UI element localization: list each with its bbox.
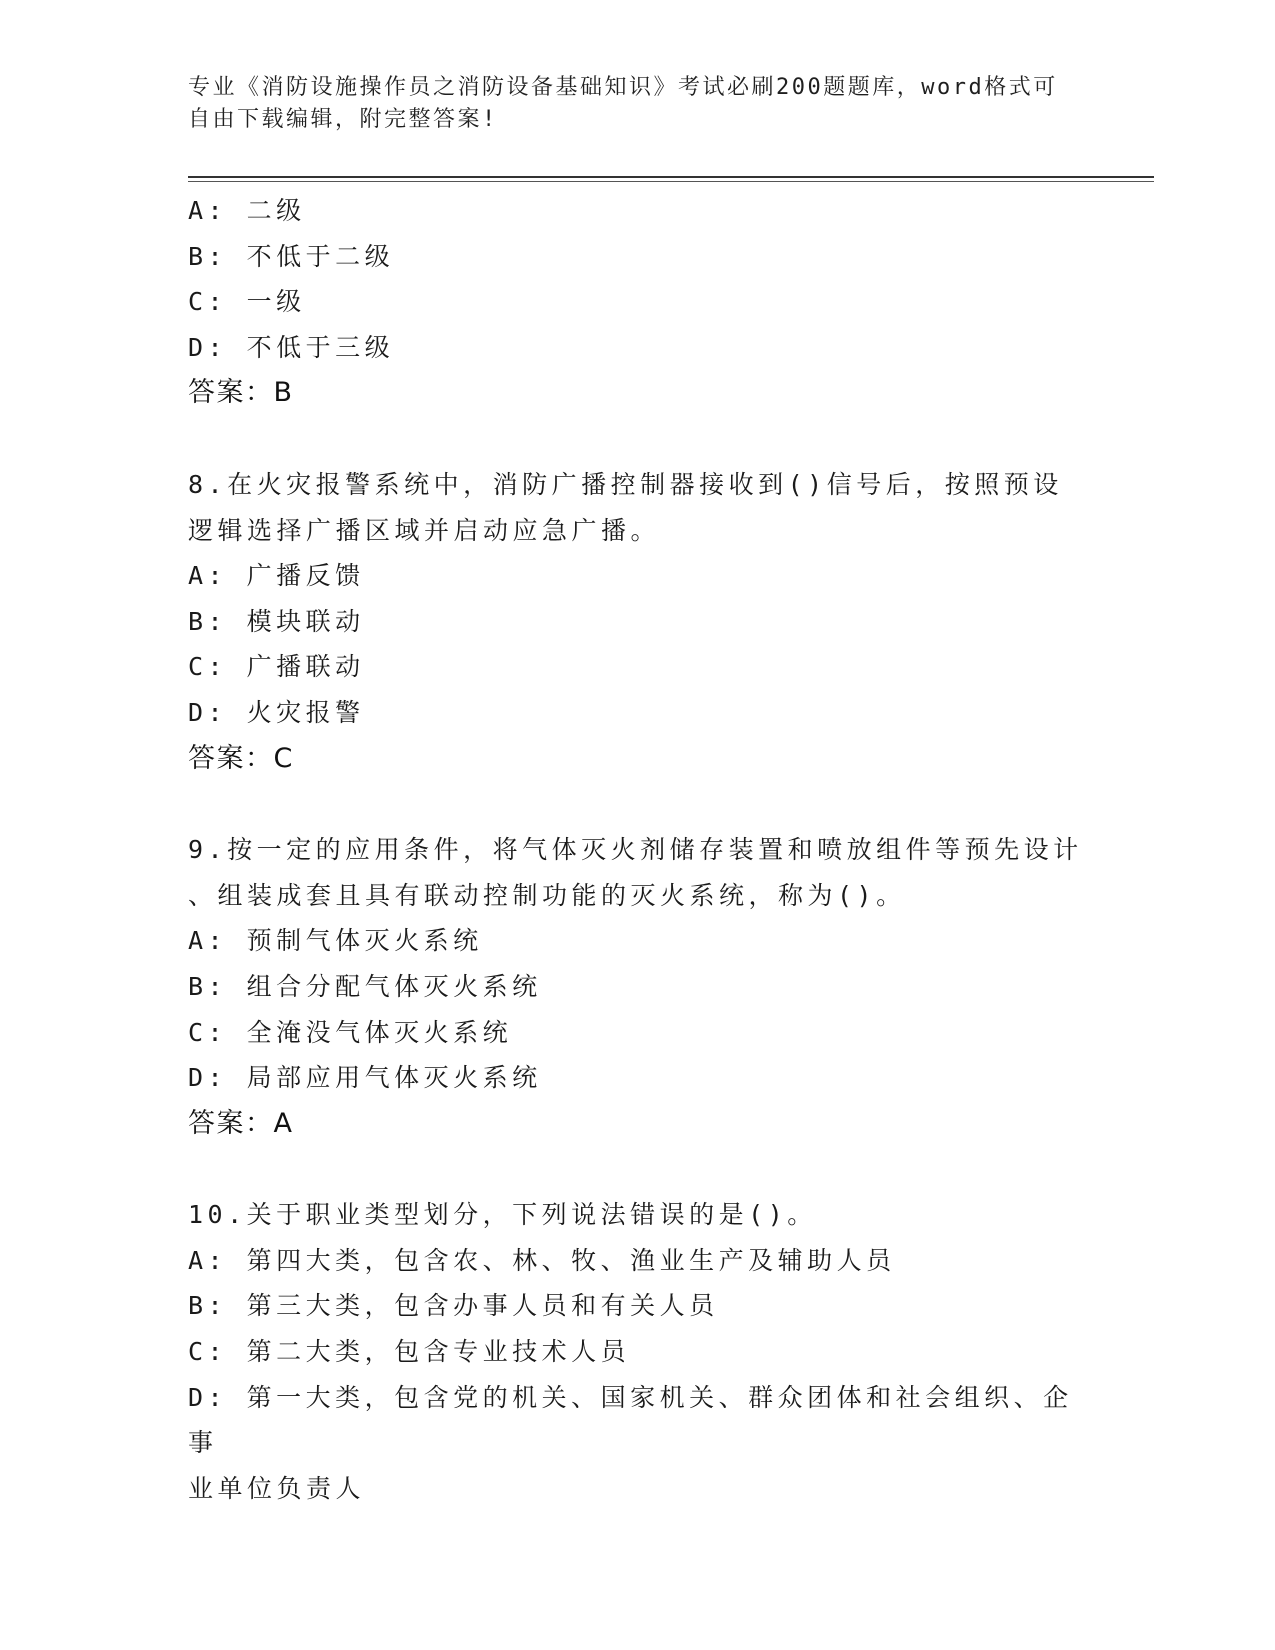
option-b: B: 模块联动 xyxy=(188,606,365,636)
option-a: A: 预制气体灭火系统 xyxy=(188,926,483,956)
question-9 xyxy=(188,827,1088,1146)
answer-line: 答案：C xyxy=(188,742,294,774)
header-line-1: 专业《消防设施操作员之消防设备基础知识》考试必刷200题题库，word格式可 xyxy=(188,75,1058,100)
question-stem-line-2: 、组装成套且具有联动控制功能的灭火系统，称为()。 xyxy=(188,880,906,910)
option-b: B: 第三大类，包含办事人员和有关人员 xyxy=(188,1291,719,1321)
spacer xyxy=(188,781,1088,827)
option-c: C: 第二大类，包含专业技术人员 xyxy=(188,1337,631,1367)
question-stem-line-1: 8.在火灾报警系统中，消防广播控制器接收到()信号后，按照预设 xyxy=(188,469,1063,499)
question-7-continued xyxy=(188,188,1088,416)
option-c: C: 全淹没气体灭火系统 xyxy=(188,1017,513,1047)
header-line-2: 自由下载编辑，附完整答案! xyxy=(188,107,498,132)
header-divider-thin xyxy=(188,181,1154,182)
option-d-line-1: D: 第一大类，包含党的机关、国家机关、群众团体和社会组织、企事 xyxy=(188,1382,1073,1458)
question-10 xyxy=(188,1192,1088,1511)
question-stem-line-2: 逻辑选择广播区域并启动应急广播。 xyxy=(188,515,661,545)
spacer xyxy=(188,416,1088,462)
option-a: A: 二级 xyxy=(188,196,306,225)
option-d-line-2: 业单位负责人 xyxy=(188,1473,366,1503)
option-c: C: 广播联动 xyxy=(188,652,365,682)
option-a: A: 广播反馈 xyxy=(188,561,365,591)
header-divider-thick xyxy=(188,176,1154,178)
answer-line: 答案：A xyxy=(188,1107,294,1139)
option-b: B: 不低于二级 xyxy=(188,241,395,271)
answer-line: 答案：B xyxy=(188,377,294,409)
question-stem-line-1: 10.关于职业类型划分，下列说法错误的是()。 xyxy=(188,1200,817,1230)
spacer xyxy=(188,1146,1088,1192)
option-d: D: 局部应用气体灭火系统 xyxy=(188,1063,542,1093)
question-stem-line-1: 9.按一定的应用条件，将气体灭火剂储存装置和喷放组件等预先设计 xyxy=(188,835,1083,865)
option-c: C: 一级 xyxy=(188,287,306,317)
option-a: A: 第四大类，包含农、林、牧、渔业生产及辅助人员 xyxy=(188,1245,896,1275)
option-b: B: 组合分配气体灭火系统 xyxy=(188,971,542,1001)
option-d: D: 火灾报警 xyxy=(188,697,365,727)
document-header xyxy=(188,72,1068,136)
question-8 xyxy=(188,462,1088,781)
question-list xyxy=(188,188,1088,1511)
option-d: D: 不低于三级 xyxy=(188,332,395,362)
